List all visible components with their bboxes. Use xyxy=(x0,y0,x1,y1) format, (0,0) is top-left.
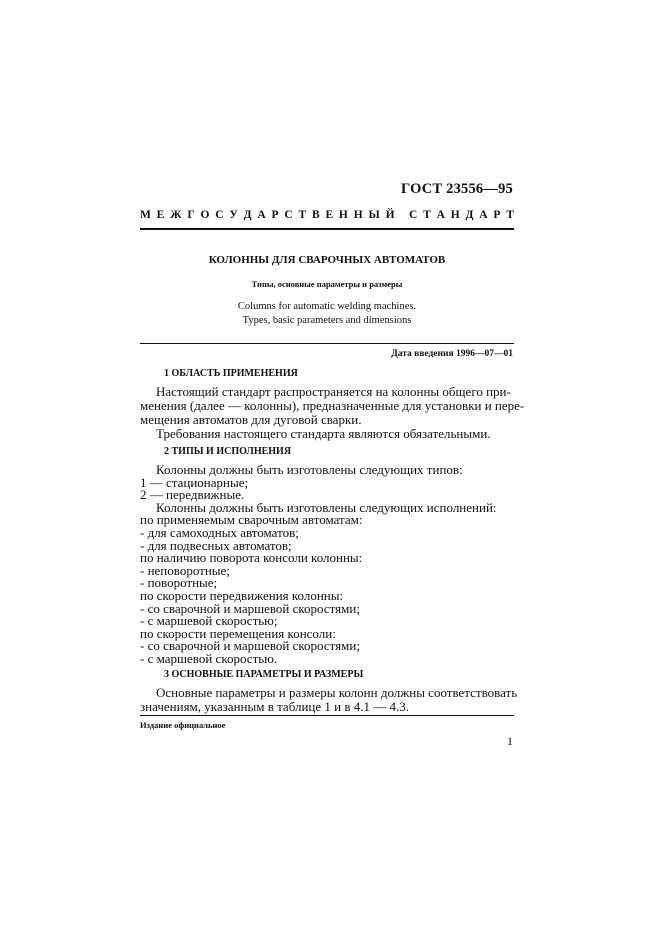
banner-letter: Г xyxy=(187,209,195,221)
banner-letter: О xyxy=(200,209,210,221)
banner-letter: Е xyxy=(156,209,165,221)
banner-letter: А xyxy=(479,209,488,221)
section-2-line: по применяемым сварочным автоматам: xyxy=(140,512,363,528)
english-title-line-2: Types, basic parameters and dimensions xyxy=(242,315,412,326)
banner-letter: М xyxy=(140,209,151,221)
standard-type-banner xyxy=(140,209,514,221)
section-2-line: Колонны должны быть изготовлены следующих исполнений: xyxy=(156,499,497,515)
banner-letter: С xyxy=(284,209,293,221)
section-2-line: - с маршевой скоростью; xyxy=(140,613,278,629)
banner-letter: Н xyxy=(338,209,348,221)
section-2-line: - поворотные; xyxy=(140,575,218,591)
banner-letter: Р xyxy=(271,209,279,221)
banner-letter: С xyxy=(409,209,418,221)
introduction-date: Дата введения 1996—07—01 xyxy=(391,349,513,359)
page-number: 1 xyxy=(507,734,513,748)
banner-letter: Н xyxy=(353,209,363,221)
banner-letter: Т xyxy=(506,209,514,221)
section-2-line: - неповоротные; xyxy=(140,562,230,578)
section-2-heading: 2 ТИПЫ И ИСПОЛНЕНИЯ xyxy=(164,446,292,457)
banner-letter: А xyxy=(257,209,266,221)
section-2-line: по скорости передвижения колонны: xyxy=(140,588,344,603)
section-2-line: 1 — стационарные; xyxy=(140,474,249,490)
footer-rule xyxy=(140,715,514,716)
banner-letter: Н xyxy=(450,209,460,221)
section-2-line: - с маршевой скоростью. xyxy=(140,651,278,666)
english-title xyxy=(140,300,514,328)
section-2-line: по наличию поворота консоли колонны: xyxy=(140,550,363,566)
banner-letter: Ы xyxy=(368,209,380,221)
banner-letter: Р xyxy=(493,209,501,221)
edition-label: Издание официальное xyxy=(140,720,226,730)
document-subtitle: Типы, основные параметры и размеры xyxy=(251,279,403,289)
section-2-line: - для самоходных автоматов; xyxy=(140,525,299,540)
banner-letter: С xyxy=(215,209,224,221)
banner-letter: Ж xyxy=(170,209,182,221)
banner-letter xyxy=(400,209,403,221)
section-3-heading: 3 ОСНОВНЫЕ ПАРАМЕТРЫ И РАЗМЕРЫ xyxy=(164,669,364,680)
header-rule xyxy=(140,228,514,230)
section-2-line: - со сварочной и маршевой скоростями; xyxy=(140,600,360,616)
banner-letter: Й xyxy=(385,209,395,221)
section-2-line: по скорости перемещения консоли: xyxy=(140,625,336,641)
section-1-heading: 1 ОБЛАСТЬ ПРИМЕНЕНИЯ xyxy=(164,368,298,379)
section-1-para-1-line-3: мещения автоматов для дуговой сварки. xyxy=(140,412,362,427)
section-2-line: Колонны должны быть изготовлены следующих типов: xyxy=(156,462,463,477)
section-1-para-1-line-2: менения (далее — колонны), предназначенные для установки и пере- xyxy=(140,398,525,413)
english-title-line-1: Columns for automatic welding machines. xyxy=(237,301,417,312)
standard-code: ГОСТ 23556—95 xyxy=(401,181,513,197)
document-title: КОЛОННЫ ДЛЯ СВАРОЧНЫХ АВТОМАТОВ xyxy=(208,254,446,266)
section-2-line: - со сварочной и маршевой скоростями; xyxy=(140,638,360,654)
banner-letter: Д xyxy=(465,209,474,221)
banner-letter: Е xyxy=(325,209,334,221)
banner-letter: Т xyxy=(298,209,307,221)
banner-letter: У xyxy=(229,209,238,221)
title-rule xyxy=(140,343,514,344)
banner-letter: В xyxy=(311,209,320,221)
banner-letter: А xyxy=(436,209,445,221)
section-1-para-1-line-1: Настоящий стандарт распространяется на колонны общего при- xyxy=(156,384,511,399)
section-1-para-2: Требования настоящего стандарта являются обязательными. xyxy=(156,426,491,441)
banner-letter: Т xyxy=(423,209,431,221)
section-2-line: - для подвесных автоматов; xyxy=(140,537,292,553)
section-3-para-line-2: значениям, указанным в таблице 1 и в 4.1 — 4.3. xyxy=(140,699,409,714)
section-3-para-line-1: Основные параметры и размеры колонн должны соответствовать xyxy=(156,685,518,700)
section-2-line: 2 — передвижные. xyxy=(140,487,245,503)
banner-letter: Д xyxy=(243,209,252,221)
